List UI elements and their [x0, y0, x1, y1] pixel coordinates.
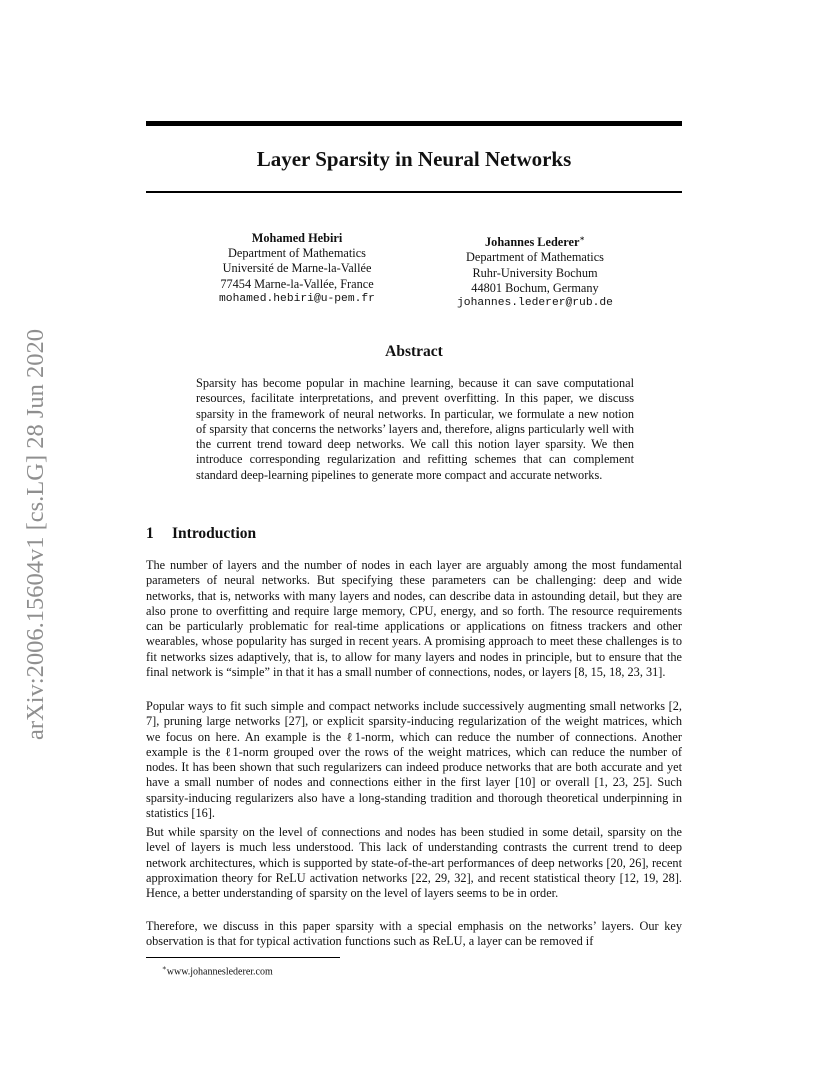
- author-institution: Université de Marne-la-Vallée: [222, 261, 372, 276]
- abstract-heading: Abstract: [385, 343, 443, 360]
- author-email[interactable]: johannes.lederer@rub.de: [457, 296, 613, 309]
- author-name: Johannes Lederer∗: [485, 234, 585, 250]
- author-email[interactable]: mohamed.hebiri@u-pem.fr: [219, 292, 375, 305]
- author-block-hebiri: [172, 231, 422, 307]
- author-address: 44801 Bochum, Germany: [471, 280, 599, 295]
- section-heading: [146, 524, 256, 544]
- footnote-marker[interactable]: ∗: [579, 234, 585, 243]
- author-institution: Ruhr-University Bochum: [472, 265, 598, 280]
- author-name: Mohamed Hebiri: [251, 231, 343, 245]
- intro-paragraph: But while sparsity on the level of connections and nodes has been studied in some detail, sparsity on the level of layers is much less understood. This lack of understanding contrasts the current trend to deep network architectures, which is supported by state-of-the-art performances of deep networks [20, 26], recent approximation theory for ReLU activation networks [22, 29, 32], and recent statistical theory [12, 19, 28]. Hence, a better understanding of sparsity on the level of layers seems to be in order.: [146, 825, 682, 900]
- arxiv-identifier: arXiv:2006.15604v1 [cs.LG] 28 Jun 2020: [22, 328, 49, 740]
- title-bottom-rule: [146, 191, 682, 193]
- intro-paragraph: The number of layers and the number of nodes in each layer are arguably among the most fundamental parameters of neural networks. But specifying these parameters can be challenging: deep and wide networks, that is, networks with many layers and nodes, can describe data in astounding detail, but they are also prone to overfitting and require large memory, CPU, energy, and so forth. The resource requirements can be particularly problematic for real-time applications or applications on fitness trackers and other wearables, whose popularity has surged in recent years. A promising approach to meet these challenges is to fit networks sizes adaptively, that is, to allow for many layers and nodes in principle, but to ensure that the final network is “simple” in that it has a small number of connections, nodes, or layers [8, 15, 18, 23, 31].: [146, 558, 682, 679]
- author-department: Department of Mathematics: [228, 246, 366, 261]
- footnote-marker: ∗: [162, 964, 167, 972]
- footnote-link[interactable]: www.johanneslederer.com: [166, 966, 273, 978]
- section-number: 1: [146, 525, 154, 542]
- section-title: Introduction: [172, 525, 257, 542]
- intro-paragraph: Therefore, we discuss in this paper sparsity with a special emphasis on the networks’ layers. Our key observation is that for typical activation functions such as ReLU, a layer can be removed if: [146, 919, 682, 949]
- author-block-lederer: [410, 231, 660, 311]
- author-address: 77454 Marne-la-Vallée, France: [220, 276, 374, 291]
- title-top-rule: [146, 121, 682, 126]
- footnote-rule: [146, 957, 340, 958]
- abstract-text: Sparsity has become popular in machine learning, because it can save computational resources, facilitate interpretations, and prevent overfitting. In this paper, we discuss sparsity in the framework of neural networks. In particular, we formulate a new notion of sparsity that concerns the networks’ layers and, therefore, aligns particularly well with the current trend toward deep networks. We call this notion layer sparsity. We then introduce corresponding regularization and refitting schemes that can complement standard deep-learning pipelines to generate more compact and accurate networks.: [196, 376, 634, 482]
- footnote: [162, 962, 273, 978]
- intro-paragraph: Popular ways to fit such simple and compact networks include successively augmenting small networks [2, 7], pruning large networks [27], or explicit sparsity-inducing regularization of the weight matrices, which we focus on here. An example is the ℓ1-norm, which can reduce the number of connections. Another example is the ℓ1-norm grouped over the rows of the weight matrices, which can reduce the number of nodes. It has been shown that such regularizers can indeed produce networks that are both accurate and yet have a small number of nodes and connections either in the first layer [10] or overall [1, 23, 25]. Such sparsity-inducing regularizers also have a long-standing tradition and thorough theoretical underpinning in statistics [16].: [146, 699, 682, 820]
- author-department: Department of Mathematics: [466, 250, 604, 265]
- paper-title: Layer Sparsity in Neural Networks: [256, 147, 572, 171]
- arxiv-stamp: [18, 264, 54, 740]
